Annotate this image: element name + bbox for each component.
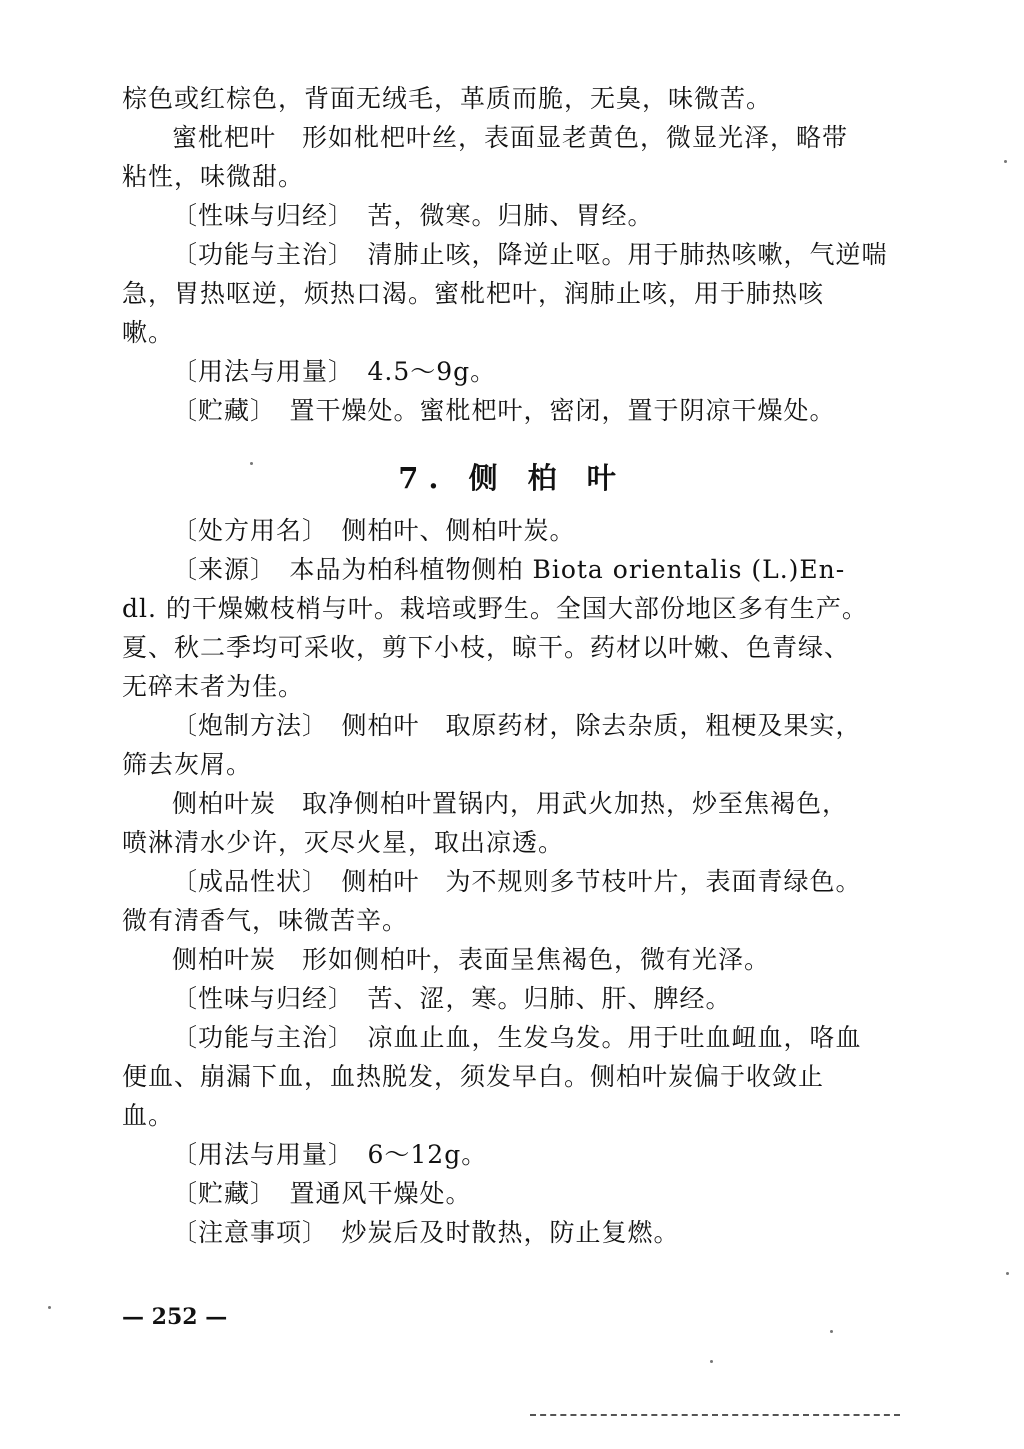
text-line: 便血、崩漏下血，血热脱发，须发早白。侧柏叶炭偏于收敛止 <box>122 1062 825 1091</box>
text-line: 〔贮藏〕 置干燥处。蜜枇杷叶，密闭，置于阴凉干燥处。 <box>172 396 836 425</box>
text-line: 〔处方用名〕 侧柏叶、侧柏叶炭。 <box>172 516 576 545</box>
text-line: 〔用法与用量〕 6～12g。 <box>172 1140 488 1169</box>
scan-edge-line <box>530 1414 900 1416</box>
text-line: 〔炮制方法〕 侧柏叶 取原药材，除去杂质，粗梗及果实， <box>172 711 862 740</box>
scan-speck <box>250 462 253 465</box>
text-line: 棕色或红棕色，背面无绒毛，革质而脆，无臭，味微苦。 <box>122 84 773 113</box>
text-line: 〔性味与归经〕 苦、涩，寒。归肺、肝、脾经。 <box>172 984 732 1013</box>
text-line: 筛去灰屑。 <box>122 750 253 779</box>
text-line: 嗽。 <box>122 318 175 347</box>
text-line: 〔功能与主治〕 清肺止咳，降逆止呕。用于肺热咳嗽，气逆喘 <box>172 240 888 269</box>
scan-speck <box>1006 1272 1009 1275</box>
text-line: 侧柏叶炭 取净侧柏叶置锅内，用武火加热，炒至焦褐色， <box>172 789 849 818</box>
text-line: 蜜枇杷叶 形如枇杷叶丝，表面显老黄色，微显光泽，略带 <box>172 123 849 152</box>
text-line: 急，胃热呕逆，烦热口渴。蜜枇杷叶，润肺止咳，用于肺热咳 <box>122 279 825 308</box>
scan-speck <box>1004 160 1007 163</box>
text-line: dl. 的干燥嫩枝梢与叶。栽培或野生。全国大部份地区多有生产。 <box>122 594 868 623</box>
text-line: 粘性，味微甜。 <box>122 162 305 191</box>
text-line: 〔注意事项〕 炒炭后及时散热，防止复燃。 <box>172 1218 680 1247</box>
text-line: 喷淋清水少许，灭尽火星，取出凉透。 <box>122 828 565 857</box>
scan-speck <box>710 1360 713 1363</box>
scan-speck <box>830 1330 833 1333</box>
scan-speck <box>48 1306 51 1309</box>
text-line: 无碎末者为佳。 <box>122 672 305 701</box>
text-line: 〔功能与主治〕 凉血止血，生发乌发。用于吐血衄血，咯血 <box>172 1023 862 1052</box>
text-line: 〔性味与归经〕 苦，微寒。归肺、胃经。 <box>172 201 654 230</box>
text-line: 夏、秋二季均可采收，剪下小枝，晾干。药材以叶嫩、色青绿、 <box>122 633 851 662</box>
text-line: 血。 <box>122 1101 175 1130</box>
text-line: 〔成品性状〕 侧柏叶 为不规则多节枝叶片，表面青绿色。 <box>172 867 862 896</box>
text-line: 〔用法与用量〕 4.5～9g。 <box>172 357 497 386</box>
text-line: 〔贮藏〕 置通风干燥处。 <box>172 1179 472 1208</box>
text-line: 微有清香气，味微苦辛。 <box>122 906 409 935</box>
page-number: — 252 — <box>122 1304 228 1330</box>
text-line: 〔来源〕 本品为柏科植物侧柏 Biota orientalis (L.)En- <box>172 555 846 584</box>
text-line: 侧柏叶炭 形如侧柏叶，表面呈焦褐色，微有光泽。 <box>172 945 771 974</box>
section-heading: 7. 侧 柏 叶 <box>398 461 626 495</box>
